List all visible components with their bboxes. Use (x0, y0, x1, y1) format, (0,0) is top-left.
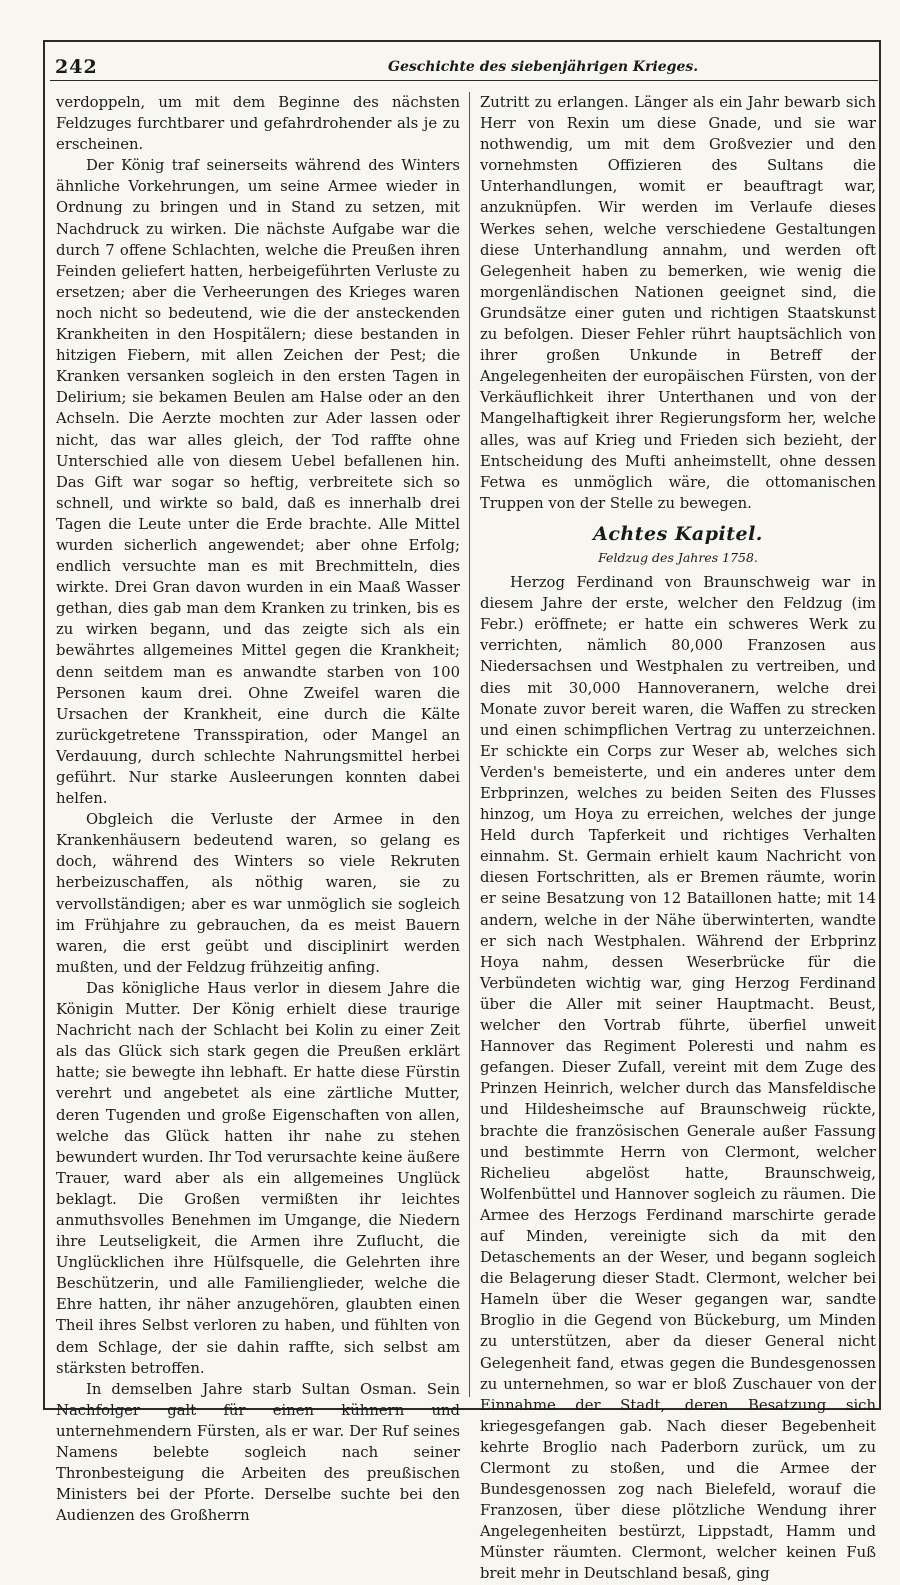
column-divider (469, 92, 470, 1397)
page-header (50, 52, 878, 81)
paragraph: Zutritt zu erlangen. Länger als ein Jahr bewarb sich Herr von Rexin um diese Gnade, und sie war nothwendig, um mit dem Großvezier und den vornehmsten Offizieren des Sultans die Unterhandlungen, womit er beauftragt war, anzuknüpfen. Wir werden im Verlaufe dieses Werkes sehen, welche verschiedene Gestaltungen diese Unterhandlung annahm, und werden oft Gelegenheit haben zu bemerken, wie wenig die morgenländischen Nationen geeignet sind, die Grundsätze einer guten und richtigen Staatskunst zu befolgen. Dieser Fehler rührt hauptsächlich von ihrer großen Unkunde in Betreff der Angelegenheiten der europäischen Fürsten, von der Verkäuflichkeit ihrer Unterthanen und von der Mangelhaftigkeit ihrer Regierungsform her, welche alles, was auf Krieg und Frieden sich bezieht, der Entscheidung des Mufti anheimstellt, ohne dessen Fetwa es unmöglich wäre, die ottomanischen Truppen von der Stelle zu bewegen. (480, 94, 876, 512)
chapter-title: Achtes Kapitel. (593, 522, 763, 545)
paragraph: Das königliche Haus verlor in diesem Jahre die Königin Mutter. Der König erhielt diese traurige Nachricht nach der Schlacht bei Kolin zu einer Zeit als das Glück sich stark gegen die Preußen erklärt hatte; sie bewegte ihn lebhaft. Er hatte diese Fürstin verehrt und angebetet als eine zärtliche Mutter, deren Tugenden und große Eigenschaften von allen, welche das Glück hatten ihr nahe zu stehen bewundert wurden. Ihr Tod verursachte keine äußere Trauer, ward aber als ein allgemeines Unglück beklagt. Die Großen vermißten ihr leichtes anmuthsvolles Benehmen im Umgange, die Niedern ihre Leutseligkeit, die Armen ihre Zuflucht, die Unglücklichen ihre Hülfsquelle, die Gelehrten ihre Beschützerin, und alle Familienglieder, welche die Ehre hatten, ihr näher anzugehören, glaubten einen Theil ihres Selbst verloren zu haben, und fühlten von dem Schlage, der sie dahin raffte, sich selbst am stärksten betroffen. (56, 979, 460, 1377)
paragraph: Obgleich die Verluste der Armee in den Krankenhäusern bedeutend waren, so gelang es doch, während des Winters so viele Rekruten herbeizuschaffen, als nöthig waren, sie zu vervollständigen; aber es war unmöglich sie sogleich im Frühjahre zu gebrauchen, da es meist Bauern waren, die erst geübt und disciplinirt werden mußten, und der Feldzug frühzeitig anfing. (56, 811, 460, 976)
paragraph: Der König traf seinerseits während des Winters ähnliche Vorkehrungen, um seine Armee wieder in Ordnung zu bringen und in Stand zu setzen, mit Nachdruck zu wirken. Die nächste Aufgabe war die durch 7 offene Schlachten, welche die Preußen ihren Feinden geliefert hatten, herbeigeführten Verluste zu ersetzen; aber die Verheerungen des Krieges waren noch nicht so bedeutend, wie die der ansteckenden Krankheiten in den Hospitälern; diese bestanden in hitzigen Fiebern, mit allen Zeichen der Pest; die Kranken versanken sogleich in den ersten Tagen in Delirium; sie bekamen Beulen am Halse oder an den Achseln. Die Aerzte mochten zur Ader lassen oder nicht, das war alles gleich, der Tod raffte ohne Unterschied alle von diesem Uebel befallenen hin. Das Gift war sogar so heftig, verbreitete sich so schnell, und wirkte so bald, daß es innerhalb drei Tagen die Leute unter die Erde brachte. Alle Mittel wurden sicherlich angewendet; aber ohne Erfolg; endlich versuchte man es mit Brechmitteln, dies wirkte. Drei Gran davon wurden in ein Maaß Wasser gethan, dies gab man dem Kranken zu trinken, bis es zu wirken begann, und das zeigte sich als ein bewährtes allgemeines Mittel gegen die Krankheit; denn seitdem man es anwandte starben von 100 Personen kaum drei. Ohne Zweifel waren die Ursachen der Krankheit, eine durch die Kälte zurückgetretene Transspiration, oder Mangel an Verdauung, durch schlechte Nahrungsmittel herbei geführt. Nur starke Ausleerungen konnten dabei helfen. (56, 157, 460, 808)
paragraph: In demselben Jahre starb Sultan Osman. Sein Nachfolger galt für einen kühnern und unternehmendern Fürsten, als er war. Der Ruf seines Namens belebte sogleich nach seiner Thronbesteigung die Arbeiten des preußischen Ministers bei der Pforte. Derselbe suchte bei den Audienzen des Großherrn (56, 1380, 460, 1525)
right-column (480, 92, 876, 1583)
chapter-subtitle: Feldzug des Jahres 1758. (598, 549, 758, 565)
page-number: 242 (55, 56, 98, 78)
left-column (56, 92, 460, 1525)
paragraph: verdoppeln, um mit dem Beginne des nächsten Feldzuges furchtbarer und gefahrdrohender als je zu erscheinen. (56, 94, 460, 154)
paragraph: Herzog Ferdinand von Braunschweig war in diesem Jahre der erste, welcher den Feldzug (im Febr.) eröffnete; er hatte ein schweres Werk zu verrichten, nämlich 80,000 Franzosen aus Niedersachsen und Westphalen zu vertreiben, und dies mit 30,000 Hannoveranern, welche drei Monate zuvor bereit waren, die Waffen zu strecken und einen schimpflichen Vertrag zu unterzeichnen. Er schickte ein Corps zur Weser ab, welches sich Verden's bemeisterte, und ein anderes unter dem Erbprinzen, welches zu beiden Seiten des Flusses hinzog, um Hoya zu erreichen, welches der junge Held durch Tapferkeit und richtiges Verhalten einnahm. St. Germain erhielt kaum Nachricht von diesen Fortschritten, als er Bremen räumte, worin er seine Besatzung von 12 Bataillonen hatte; mit 14 andern, welche in der Nähe überwinterten, wandte er sich nach Westphalen. Während der Erbprinz Hoya nahm, dessen Weserbrücke für die Verbündeten wichtig war, ging Herzog Ferdinand über die Aller mit seiner Hauptmacht. Beust, welcher den Vortrab führte, überfiel unweit Hannover das Regiment Poleresti und nahm es gefangen. Dieser Zufall, vereint mit dem Zuge des Prinzen Heinrich, welcher durch das Mansfeldische und Hildesheimsche auf Braunschweig rückte, brachte die französischen Generale außer Fassung und bestimmte Herrn von Clermont, welcher Richelieu abgelöst hatte, Braunschweig, Wolfenbüttel und Hannover sogleich zu räumen. Die Armee des Herzogs Ferdinand marschirte gerade auf Minden, vereinigte sich da mit den Detaschements an der Weser, und begann sogleich die Belagerung dieser Stadt. Clermont, welcher bei Hameln über die Weser gegangen war, sandte Broglio in die Gegend von Bückeburg, um Minden zu unterstützen, aber da dieser General nicht Gelegenheit fand, etwas gegen die Bundesgenossen zu unternehmen, so war er bloß Zuschauer von der Einnahme der Stadt, deren Besatzung sich kriegesgefangen gab. Nach dieser Begebenheit kehrte Broglio nach Paderborn zurück, um zu Clermont zu stoßen, und die Armee der Bundesgenossen zog nach Bielefeld, worauf die Franzosen, über diese plötzliche Wendung ihrer Angelegenheiten bestürzt, Lippstadt, Hamm und Münster räumten. Clermont, welcher keinen Fuß breit mehr in Deutschland besaß, ging (480, 574, 876, 1583)
running-title: Geschichte des siebenjährigen Krieges. (388, 59, 699, 75)
